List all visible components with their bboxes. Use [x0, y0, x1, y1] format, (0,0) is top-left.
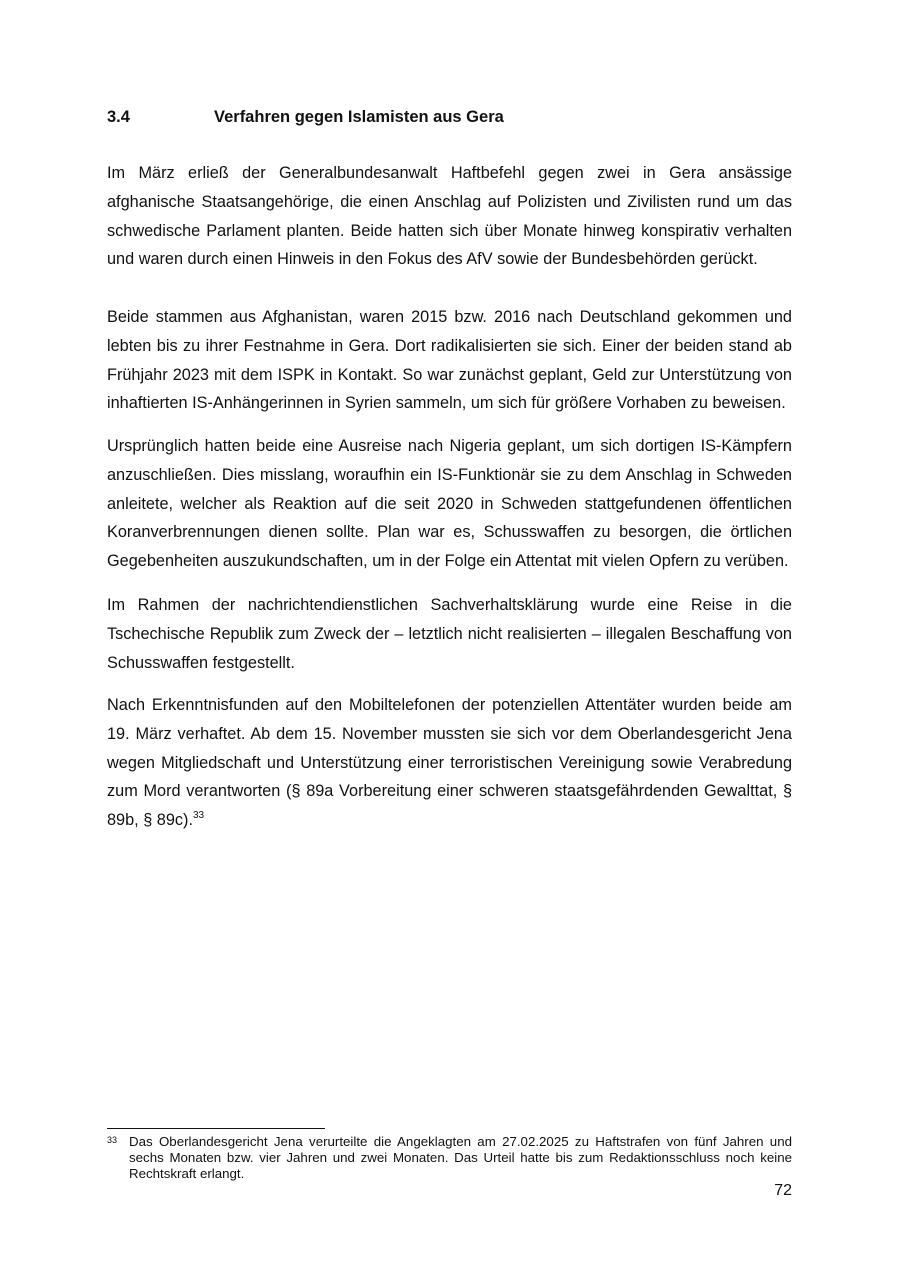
footnote-reference[interactable]: 33: [193, 809, 205, 821]
footnote-text: Das Oberlandesgericht Jena verurteilte die Angeklagten am 27.02.2025 zu Haftstrafen von fünf Jahren und sechs Monaten bzw. vier Jahren und zwei Monaten. Das Urteil hatte bis zum Redaktionsschluss noch keine Rechtskraft erlangt.: [129, 1134, 792, 1181]
paragraph-5-text: Nach Erkenntnisfunden auf den Mobiltelefonen der potenziellen Attentäter wurden beide am 19. März verhaftet. Ab dem 15. November mussten sie sich vor dem Oberlandesgericht Jena wegen Mitgliedschaft und Unterstützung einer terroristischen Vereinigung sowie Verabredung zum Mord verantworten (§ 89a Vorbereitung einer schweren staatsgefährdenden Gewalttat, § 89b, § 89c).: [107, 696, 792, 830]
paragraph-5: [107, 691, 792, 835]
paragraph-1: Im März erließ der Generalbundesanwalt Haftbefehl gegen zwei in Gera ansässige afghanische Staatsangehörige, die einen Anschlag auf Polizisten und Zivilisten rund um das schwedische Parlament planten. Beide hatten sich über Monate hinweg konspirativ verhalten und waren durch einen Hinweis in den Fokus des AfV sowie der Bundesbehörden gerückt.: [107, 164, 792, 269]
footnote-separator: [107, 1128, 325, 1129]
footnote: [107, 1134, 792, 1182]
section-number: 3.4: [107, 108, 130, 126]
paragraph-2: Beide stammen aus Afghanistan, waren 2015 bzw. 2016 nach Deutschland gekommen und lebten bis zu ihrer Festnahme in Gera. Dort radikalisierten sie sich. Einer der beiden stand ab Frühjahr 2023 mit dem ISPK in Kontakt. So war zunächst geplant, Geld zur Unterstützung von inhaftierten IS-Anhängerinnen in Syrien sammeln, um sich für größere Vorhaben zu beweisen.: [107, 308, 792, 413]
section-heading: [107, 106, 797, 128]
paragraph-4: Im Rahmen der nachrichtendienstlichen Sachverhaltsklärung wurde eine Reise in die Tschechische Republik zum Zweck der – letztlich nicht realisierten – illegalen Beschaffung von Schusswaffen festgestellt.: [107, 596, 792, 672]
section-title: Verfahren gegen Islamisten aus Gera: [214, 108, 504, 126]
footnote-number: 33: [107, 1135, 118, 1145]
page-number: 72: [774, 1182, 792, 1199]
paragraph-3: Ursprünglich hatten beide eine Ausreise nach Nigeria geplant, um sich dortigen IS-Kämpfern anzuschließen. Dies misslang, woraufhin ein IS-Funktionär sie zu dem Anschlag in Schweden anleitete, welcher als Reaktion auf die seit 2020 in Schweden stattgefundenen öffentlichen Koranverbrennungen dienen sollte. Plan war es, Schusswaffen zu besorgen, die örtlichen Gegebenheiten auszukundschaften, um in der Folge ein Attentat mit vielen Opfern zu verüben.: [107, 437, 792, 571]
